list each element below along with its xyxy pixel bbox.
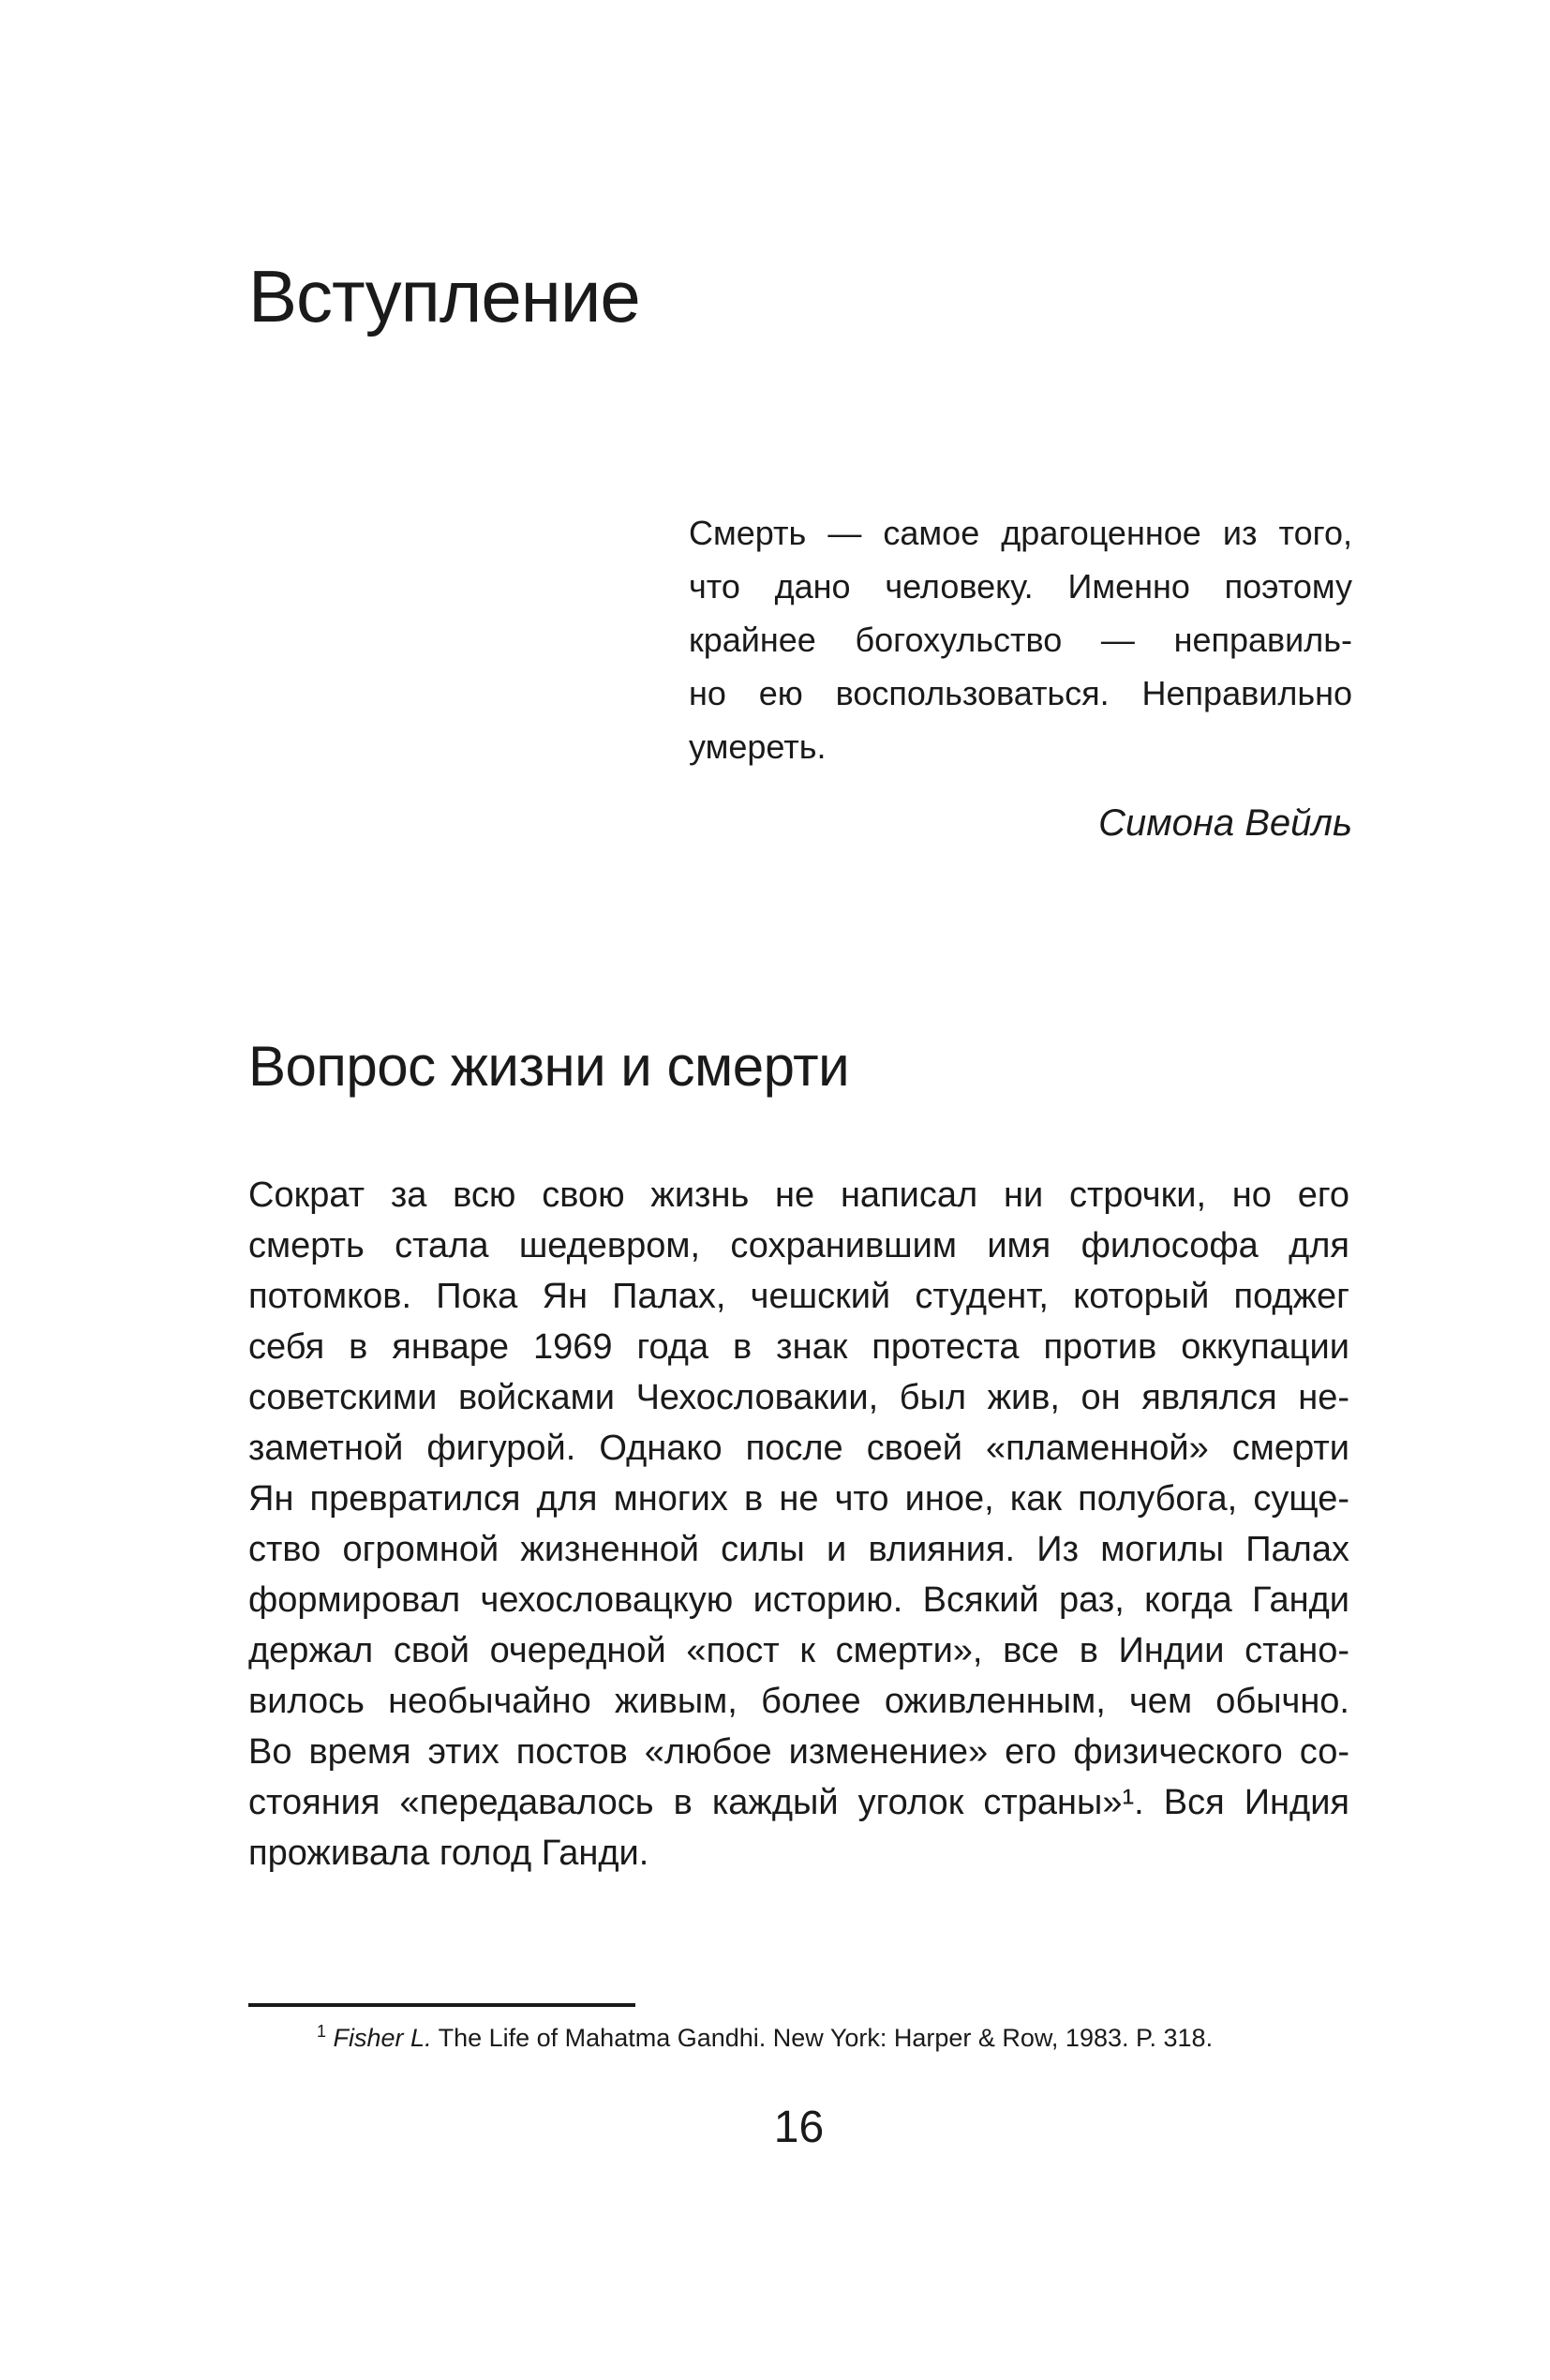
body-line: себя в январе 1969 года в знак протеста против оккупации	[248, 1327, 1349, 1367]
body-line: Сократ за всю свою жизнь не написал ни строчки, но его	[248, 1175, 1349, 1215]
epigraph-line: крайнее богохульство — неправиль-	[689, 621, 1352, 659]
body-line: формировал чехословацкую историю. Всякий раз, когда Ганди	[248, 1580, 1349, 1620]
footnote-reference-text: The Life of Mahatma Gandhi. New York: Harper & Row, 1983. P. 318.	[431, 2024, 1214, 2052]
body-line: Во время этих постов «любое изменение» его физического со-	[248, 1732, 1349, 1772]
epigraph-line: что дано человеку. Именно поэтому	[689, 567, 1352, 606]
epigraph-attribution: Симона Вейль	[1098, 802, 1352, 844]
footnote	[248, 2017, 1349, 2058]
chapter-title: Вступление	[248, 255, 640, 337]
footnote-marker: 1	[317, 2022, 327, 2041]
body-line: заметной фигурой. Однако после своей «пламенной» смерти	[248, 1429, 1349, 1468]
epigraph-quote	[689, 506, 1352, 773]
body-paragraph	[248, 1170, 1349, 1879]
body-line: смерть стала шедевром, сохранившим имя философа для	[248, 1226, 1349, 1265]
footnote-divider	[248, 2003, 635, 2007]
page-number: 16	[773, 2103, 825, 2152]
body-line: Ян превратился для многих в не что иное, как полубога, суще-	[248, 1479, 1349, 1519]
body-line: ство огромной жизненной силы и влияния. Из могилы Палах	[248, 1530, 1349, 1569]
body-line: проживала голод Ганди.	[248, 1834, 649, 1873]
epigraph-line: но ею воспользоваться. Неправильно	[689, 674, 1352, 712]
section-heading: Вопрос жизни и смерти	[248, 1035, 850, 1098]
epigraph-line: умереть.	[689, 727, 827, 766]
epigraph-line: Смерть — самое драгоценное из того,	[689, 514, 1352, 552]
body-line: держал свой очередной «пост к смерти», все в Индии стано-	[248, 1631, 1349, 1670]
footnote-author: Fisher L.	[333, 2024, 432, 2052]
body-line: стояния «передавалось в каждый уголок страны»¹. Вся Индия	[248, 1783, 1349, 1822]
body-line: потомков. Пока Ян Палах, чешский студент, который поджег	[248, 1277, 1349, 1316]
body-line: советскими войсками Чехословакии, был жив, он являлся не-	[248, 1378, 1349, 1417]
body-line: вилось необычайно живым, более оживленным, чем обычно.	[248, 1682, 1349, 1721]
